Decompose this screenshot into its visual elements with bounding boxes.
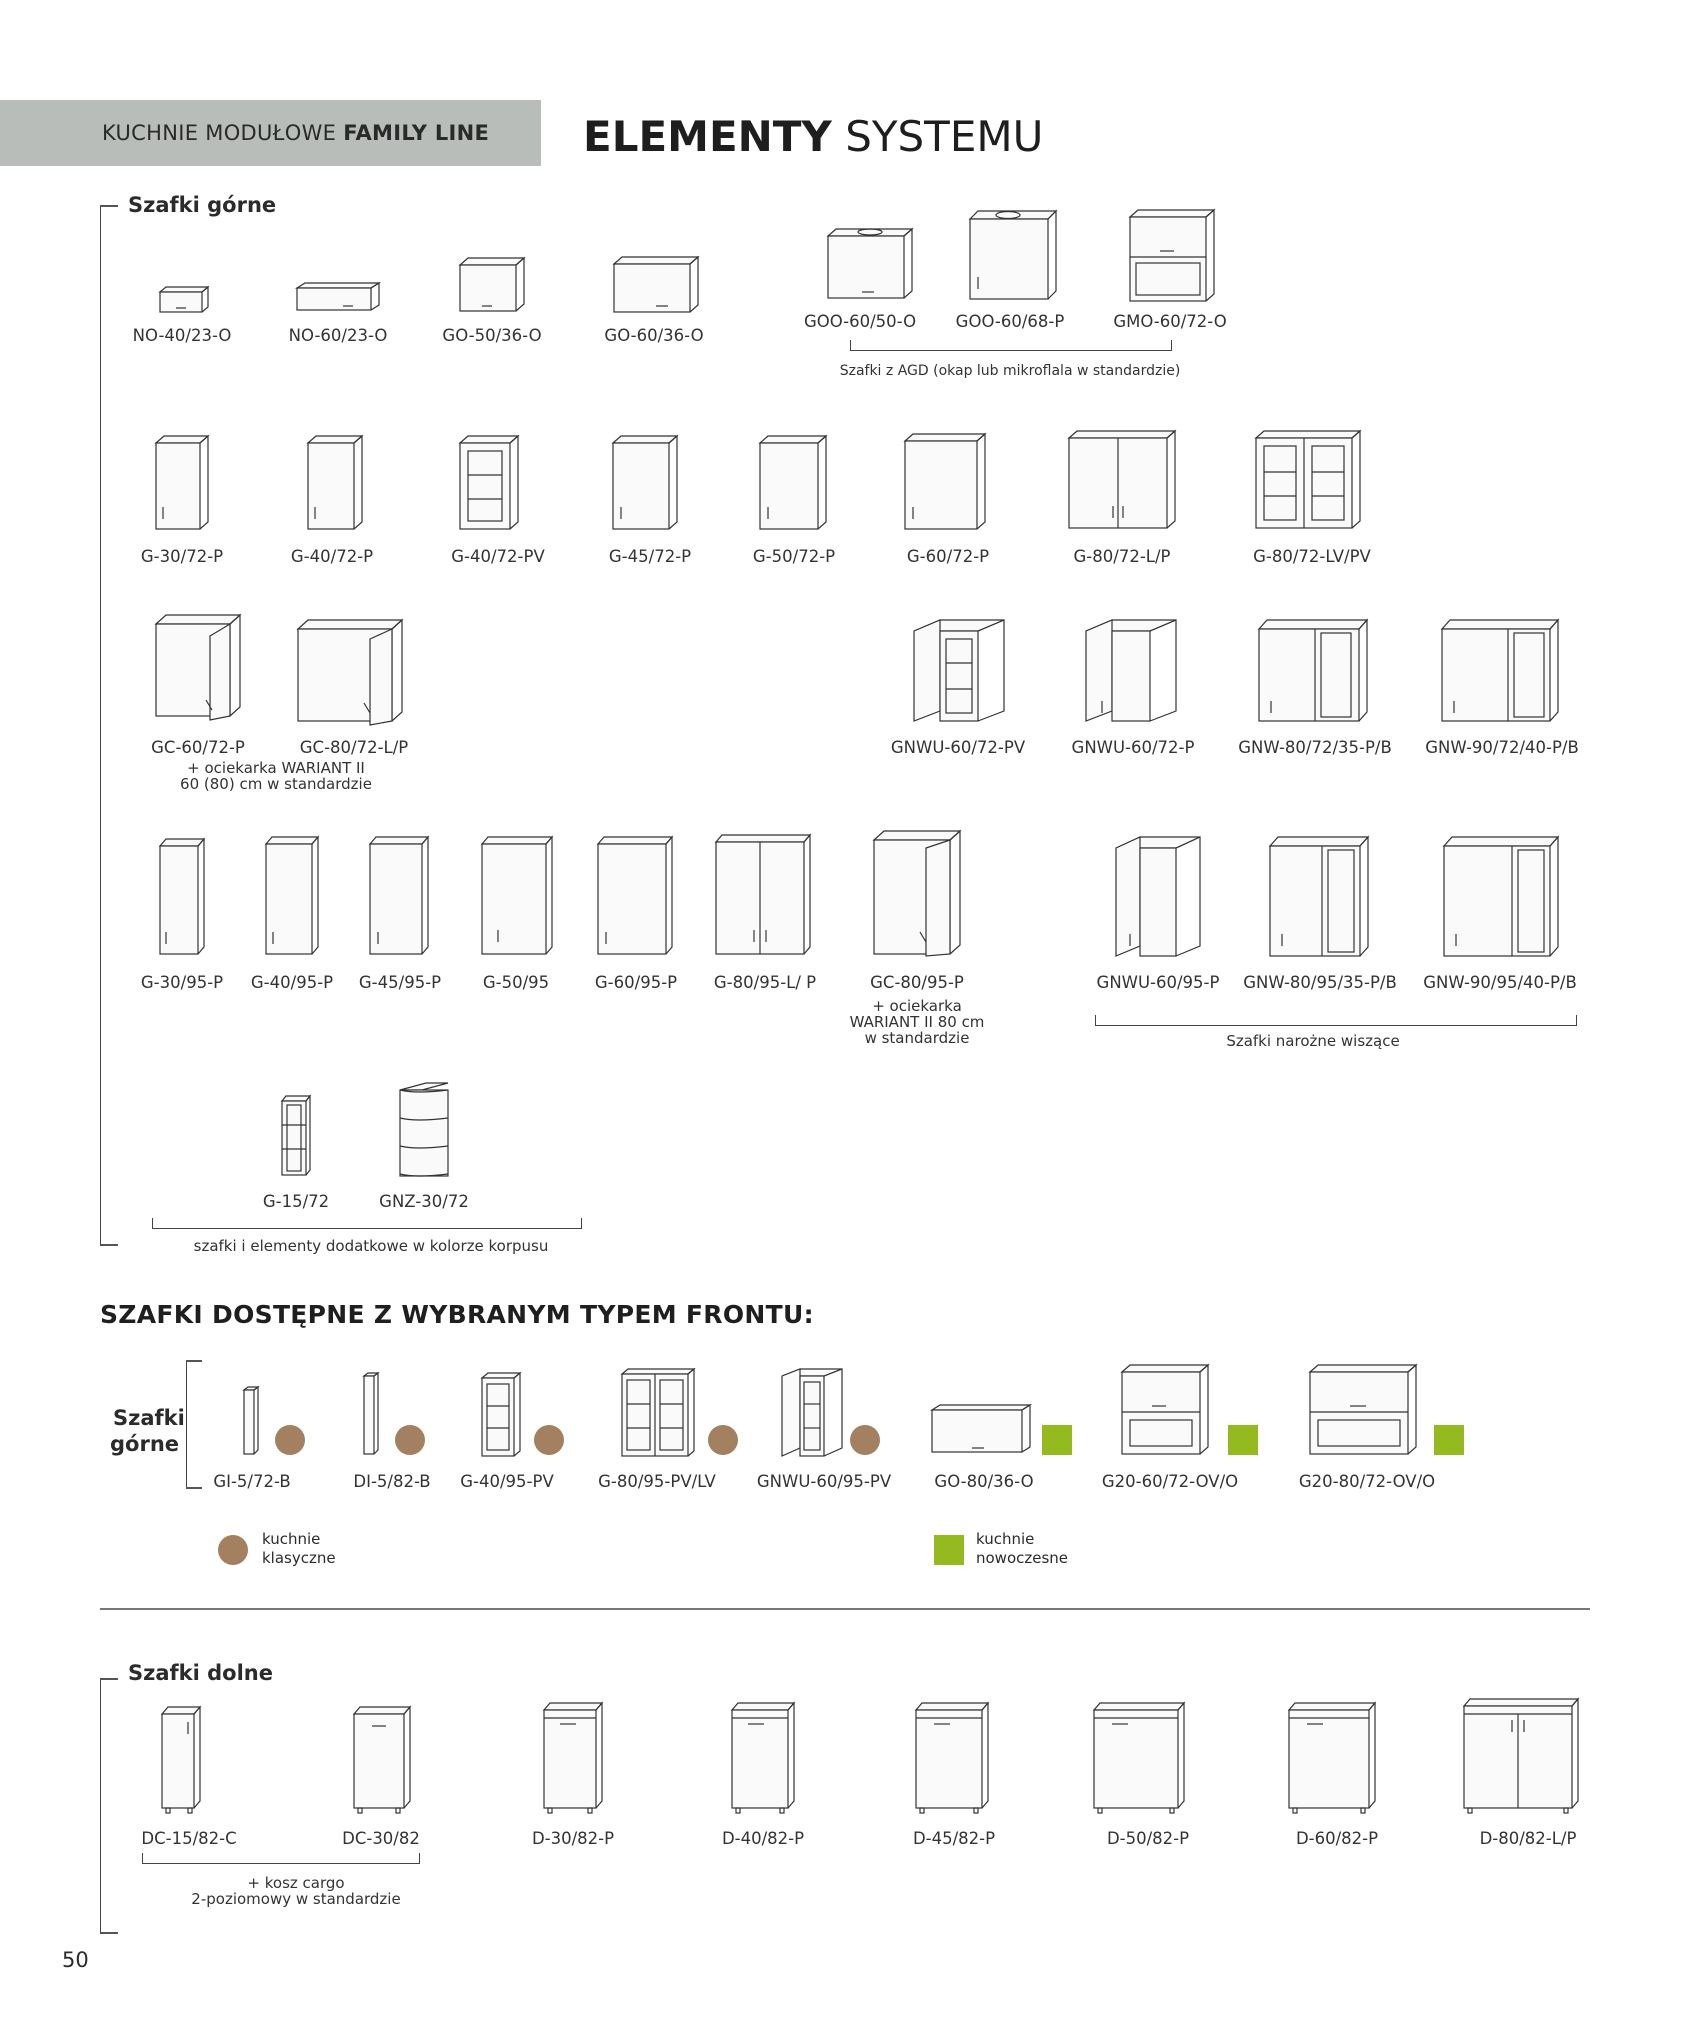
label-row4: G-30/95-P [140, 973, 224, 992]
label-row2: G-50/72-P [752, 547, 836, 566]
header-category: KUCHNIE MODUŁOWE FAMILY LINE [102, 121, 490, 145]
extra-note: szafki i elementy dodatkowe w kolorze korpusu [193, 1237, 549, 1255]
label-row2: G-30/72-P [140, 547, 224, 566]
cabinet-gmo-60-72-icon [1126, 207, 1218, 305]
label-row4: G-60/95-P [594, 973, 678, 992]
section-divider [100, 1608, 1590, 1610]
cabinet-gnwu-60-95-pv-icon [778, 1366, 846, 1458]
fronts-upper-label: Szafki [113, 1406, 185, 1430]
cabinet-gnwu-60-95-icon [1112, 834, 1204, 960]
label-lower: DC-15/82-C [141, 1829, 237, 1848]
panel-di-5-icon [360, 1370, 382, 1456]
label-row4: G-45/95-P [358, 973, 442, 992]
corner-note: Szafki narożne wiszące [1226, 1032, 1400, 1050]
label-row1: GO-60/36-O [604, 326, 704, 345]
shelf-gnz-30-72-icon [396, 1080, 452, 1180]
label-row3: GNW-90/72/40-P/B [1425, 738, 1579, 757]
cabinet-gnw-90-72-icon [1438, 617, 1562, 727]
row3-note: + ociekarka WARIANT II 60 (80) cm w standardzie [180, 759, 372, 793]
cabinet-g20-80-72-icon [1306, 1362, 1420, 1458]
row4-note: + ociekarka WARIANT II 80 cm w standardzie [849, 997, 985, 1047]
cabinet-g-40-95-pv-icon [478, 1370, 524, 1458]
cabinet-g-30-72-icon [152, 433, 212, 533]
legend-classic-swatch [218, 1535, 248, 1565]
cabinet-gnwu-60-72-p-icon [1082, 617, 1178, 727]
cabinet-no-60-icon [293, 280, 383, 314]
bracket-tick [186, 1360, 202, 1362]
label-row4: GNWU-60/95-P [1096, 973, 1220, 992]
bracket-tick [100, 1932, 118, 1934]
cabinet-d-80-icon [1460, 1696, 1582, 1816]
extra-bracket [152, 1218, 582, 1229]
legend-modern-text: kuchnie nowoczesne [976, 1530, 1069, 1567]
front-label: G-80/95-PV/LV [598, 1472, 716, 1491]
classic-marker [275, 1425, 305, 1455]
modern-marker [1042, 1425, 1072, 1455]
label-lower: D-30/82-P [531, 1829, 615, 1848]
label-row1: NO-40/23-O [132, 326, 232, 345]
cabinet-d-50-icon [1090, 1700, 1188, 1816]
modern-marker [1228, 1425, 1258, 1455]
front-label: G-40/95-PV [460, 1472, 554, 1491]
label-row2: G-40/72-PV [451, 547, 545, 566]
page-number: 50 [62, 1948, 89, 1972]
page-title: ELEMENTY SYSTEMU [583, 112, 1044, 161]
front-label: GI-5/72-B [213, 1472, 291, 1491]
label-row5: G-15/72 [262, 1192, 330, 1211]
cabinet-dc-15-icon [158, 1704, 204, 1816]
label-lower: D-40/82-P [721, 1829, 805, 1848]
cabinet-g-50-72-icon [756, 433, 830, 533]
cabinet-g-50-95-icon [478, 834, 556, 958]
label-row3: GC-80/72-L/P [299, 738, 409, 757]
classic-marker [708, 1425, 738, 1455]
label-row3: GNW-80/72/35-P/B [1238, 738, 1392, 757]
corner-bracket [1095, 1015, 1577, 1026]
label-lower: D-50/82-P [1106, 1829, 1190, 1848]
cabinet-g-30-95-icon [156, 836, 208, 958]
fronts-bracket [186, 1360, 187, 1488]
cabinet-goo-60-68-icon [966, 207, 1060, 303]
cabinet-g-45-72-icon [609, 433, 681, 533]
cabinet-g-40-72-pv-icon [456, 433, 522, 533]
agd-note: Szafki z AGD (okap lub mikroflala w standardzie) [839, 363, 1181, 379]
bracket-tick [100, 1244, 118, 1246]
cabinet-gnw-90-95-icon [1440, 834, 1562, 960]
label-row4: GC-80/95-P [870, 973, 964, 992]
label-row5: GNZ-30/72 [379, 1192, 469, 1211]
label-row2: G-80/72-LV/PV [1253, 547, 1371, 566]
cabinet-g-60-95-icon [594, 834, 676, 958]
cabinet-d-45-icon [912, 1700, 992, 1816]
bracket-tick [100, 205, 118, 207]
bracket-tick [100, 1678, 118, 1680]
legend-modern-swatch [934, 1535, 964, 1565]
classic-marker [850, 1425, 880, 1455]
cabinet-go-50-icon [456, 255, 528, 315]
classic-marker [395, 1425, 425, 1455]
label-row3: GNWU-60/72-PV [890, 738, 1026, 757]
lower-section-bracket [100, 1678, 101, 1933]
label-row2: G-40/72-P [290, 547, 374, 566]
label-row4: G-50/95 [482, 973, 550, 992]
label-row4: GNW-90/95/40-P/B [1423, 973, 1577, 992]
label-row4: G-40/95-P [250, 973, 334, 992]
cabinet-g-60-72-icon [901, 431, 989, 533]
cabinet-go-80-36-icon [928, 1402, 1034, 1456]
legend-classic-text: kuchnie klasyczne [262, 1530, 336, 1567]
label-row2: G-45/72-P [608, 547, 692, 566]
section-title-fronts: SZAFKI DOSTĘPNE Z WYBRANYM TYPEM FRONTU: [100, 1300, 814, 1329]
front-label: DI-5/82-B [353, 1472, 431, 1491]
cabinet-d-30-icon [540, 1700, 606, 1816]
cabinet-dc-30-icon [350, 1704, 414, 1816]
cabinet-d-40-icon [728, 1700, 798, 1816]
front-label: G20-80/72-OV/O [1298, 1472, 1436, 1491]
cabinet-no-40-icon [156, 284, 211, 314]
cabinet-g-45-95-icon [366, 834, 432, 958]
cabinet-gc-80-95-icon [870, 828, 964, 958]
upper-section-bracket [100, 205, 101, 1245]
label-row1: NO-60/23-O [288, 326, 388, 345]
label-row4: GNW-80/95/35-P/B [1243, 973, 1397, 992]
bracket-tick [186, 1487, 202, 1489]
label-row1: GOO-60/50-O [803, 312, 917, 331]
cabinet-gnw-80-72-icon [1255, 617, 1371, 727]
label-row2: G-80/72-L/P [1073, 547, 1171, 566]
lower-note: + kosz cargo 2-poziomowy w standardzie [191, 1874, 401, 1908]
classic-marker [534, 1425, 564, 1455]
cabinet-gnwu-60-72-pv-icon [910, 617, 1006, 727]
cabinet-gc-80-72-lp-icon [294, 617, 406, 727]
label-row3: GNWU-60/72-P [1071, 738, 1195, 757]
label-row3: GC-60/72-P [151, 738, 245, 757]
cabinet-go-60-icon [610, 254, 702, 316]
section-title-upper: Szafki górne [128, 193, 277, 217]
cabinet-goo-60-50-icon [824, 226, 916, 302]
cabinet-g-80-72-lvpv-icon [1252, 428, 1364, 534]
label-lower: D-60/82-P [1295, 1829, 1379, 1848]
panel-gi-5-icon [240, 1384, 262, 1456]
label-row4: G-80/95-L/ P [713, 973, 817, 992]
agd-bracket [850, 340, 1172, 351]
section-title-lower: Szafki dolne [128, 1661, 273, 1685]
label-row1: GOO-60/68-P [955, 312, 1065, 331]
cabinet-g-80-95-pvlv-icon [618, 1366, 698, 1458]
cabinet-d-60-icon [1285, 1700, 1379, 1816]
label-lower: D-80/82-L/P [1479, 1829, 1577, 1848]
label-row1: GO-50/36-O [442, 326, 542, 345]
front-label: GNWU-60/95-PV [756, 1472, 892, 1491]
cabinet-gc-60-72-icon [152, 612, 244, 726]
label-row1: GMO-60/72-O [1113, 312, 1227, 331]
label-lower: DC-30/82 [342, 1829, 420, 1848]
fronts-upper-label: górne [110, 1432, 180, 1456]
label-lower: D-45/82-P [912, 1829, 996, 1848]
modern-marker [1434, 1425, 1464, 1455]
cabinet-g-40-95-icon [262, 834, 322, 958]
front-label: GO-80/36-O [934, 1472, 1034, 1491]
label-row2: G-60/72-P [906, 547, 990, 566]
cabinet-g20-60-72-icon [1118, 1362, 1212, 1458]
cabinet-g-80-95-icon [712, 832, 814, 958]
cabinet-g-40-72-icon [304, 433, 366, 533]
front-label: G20-60/72-OV/O [1101, 1472, 1239, 1491]
cabinet-g-80-72-lp-icon [1065, 428, 1179, 534]
shelf-g-15-72-icon [278, 1093, 314, 1179]
lower-bracket [142, 1853, 420, 1864]
cabinet-gnw-80-95-icon [1266, 834, 1372, 960]
